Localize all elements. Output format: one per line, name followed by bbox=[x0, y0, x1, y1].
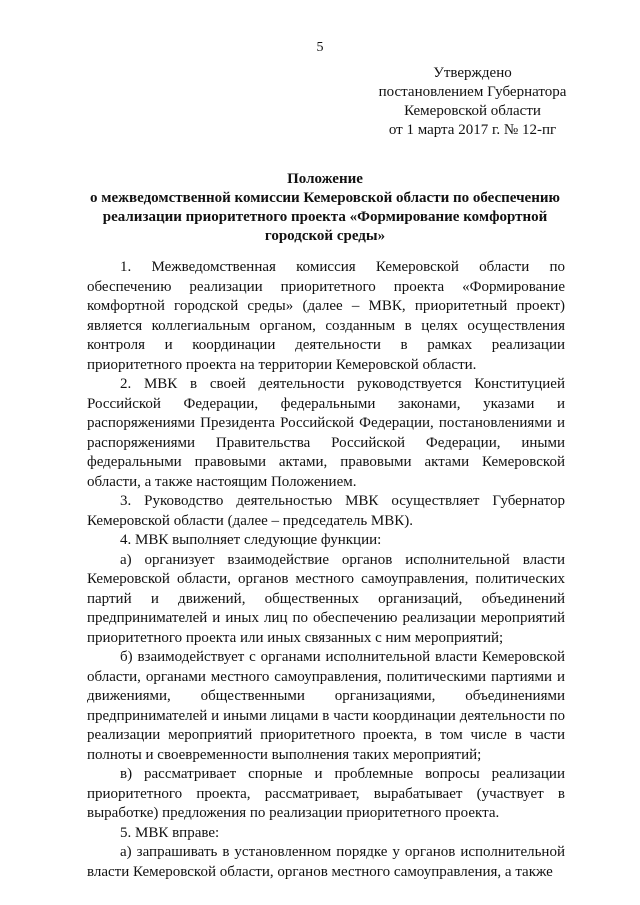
paragraph-5: 5. МВК вправе: bbox=[120, 824, 220, 841]
title-line: реализации приоритетного проекта «Формирование комфортной bbox=[102, 209, 548, 225]
paragraph-4b: б) взаимодействует с органами исполнительной власти Кемеровской области, органами местного самоуправления, политическими партиями и движениями, общественными организациями, объединениями предпринимателей и иными лицами в части координации деятельности по реализации мероприятий приоритетного проекта, в том числе в части полноты и своевременности выполнения таких мероприятий; bbox=[87, 649, 565, 763]
paragraph-3: 3. Руководство деятельностью МВК осуществляет Губернатор Кемеровской области (далее – председатель МВК). bbox=[87, 493, 565, 529]
document-body bbox=[87, 258, 565, 882]
paragraph-4c: в) рассматривает спорные и проблемные вопросы реализации приоритетного проекта, рассматривает, вырабатывает (участвует в выработке) предложения по реализации приоритетного проекта. bbox=[87, 766, 565, 821]
approval-line: от 1 марта 2017 г. № 12-пг bbox=[388, 122, 557, 138]
approval-line: постановлением Губернатора bbox=[378, 84, 567, 100]
title-line: Положение bbox=[287, 171, 363, 187]
approval-line: Утверждено bbox=[433, 65, 512, 81]
document-title bbox=[80, 170, 570, 246]
paragraph-5a: а) запрашивать в установленном порядке у органов исполнительной власти Кемеровской области, органов местного самоуправления, а также bbox=[87, 844, 565, 880]
page-number: 5 bbox=[316, 40, 324, 55]
approval-stamp bbox=[360, 64, 585, 140]
paragraph-4: 4. МВК выполняет следующие функции: bbox=[120, 532, 382, 548]
title-line: о межведомственной комиссии Кемеровской области по обеспечению bbox=[90, 190, 560, 206]
paragraph-2: 2. МВК в своей деятельности руководствуется Конституцией Российской Федерации, федеральными законами, указами и распоряжениями Президента Российской Федерации, постановлениями и распоряжениями Правительства Российской Федерации, иными федеральными правовыми актами, правовыми актами Кемеровской области, а также настоящим Положением. bbox=[87, 376, 565, 490]
approval-line: Кемеровской области bbox=[404, 103, 541, 119]
paragraph-4a: а) организует взаимодействие органов исполнительной власти Кемеровской области, органов местного самоуправления, политических партий и движений, общественных организаций, объединений предпринимателей и иных лиц по обеспечению реализации мероприятий приоритетного проекта или иных связанных с ним мероприятий; bbox=[87, 551, 565, 646]
title-line: городской среды» bbox=[264, 228, 386, 244]
paragraph-1: 1. Межведомственная комиссия Кемеровской области по обеспечению реализации приоритетного проекта «Формирование комфортной городской среды» (далее – МВК, приоритетный проект) является коллегиальным органом, созданным в целях осуществления контроля и координации деятельности в рамках реализации приоритетного проекта на территории Кемеровской области. bbox=[87, 259, 565, 373]
